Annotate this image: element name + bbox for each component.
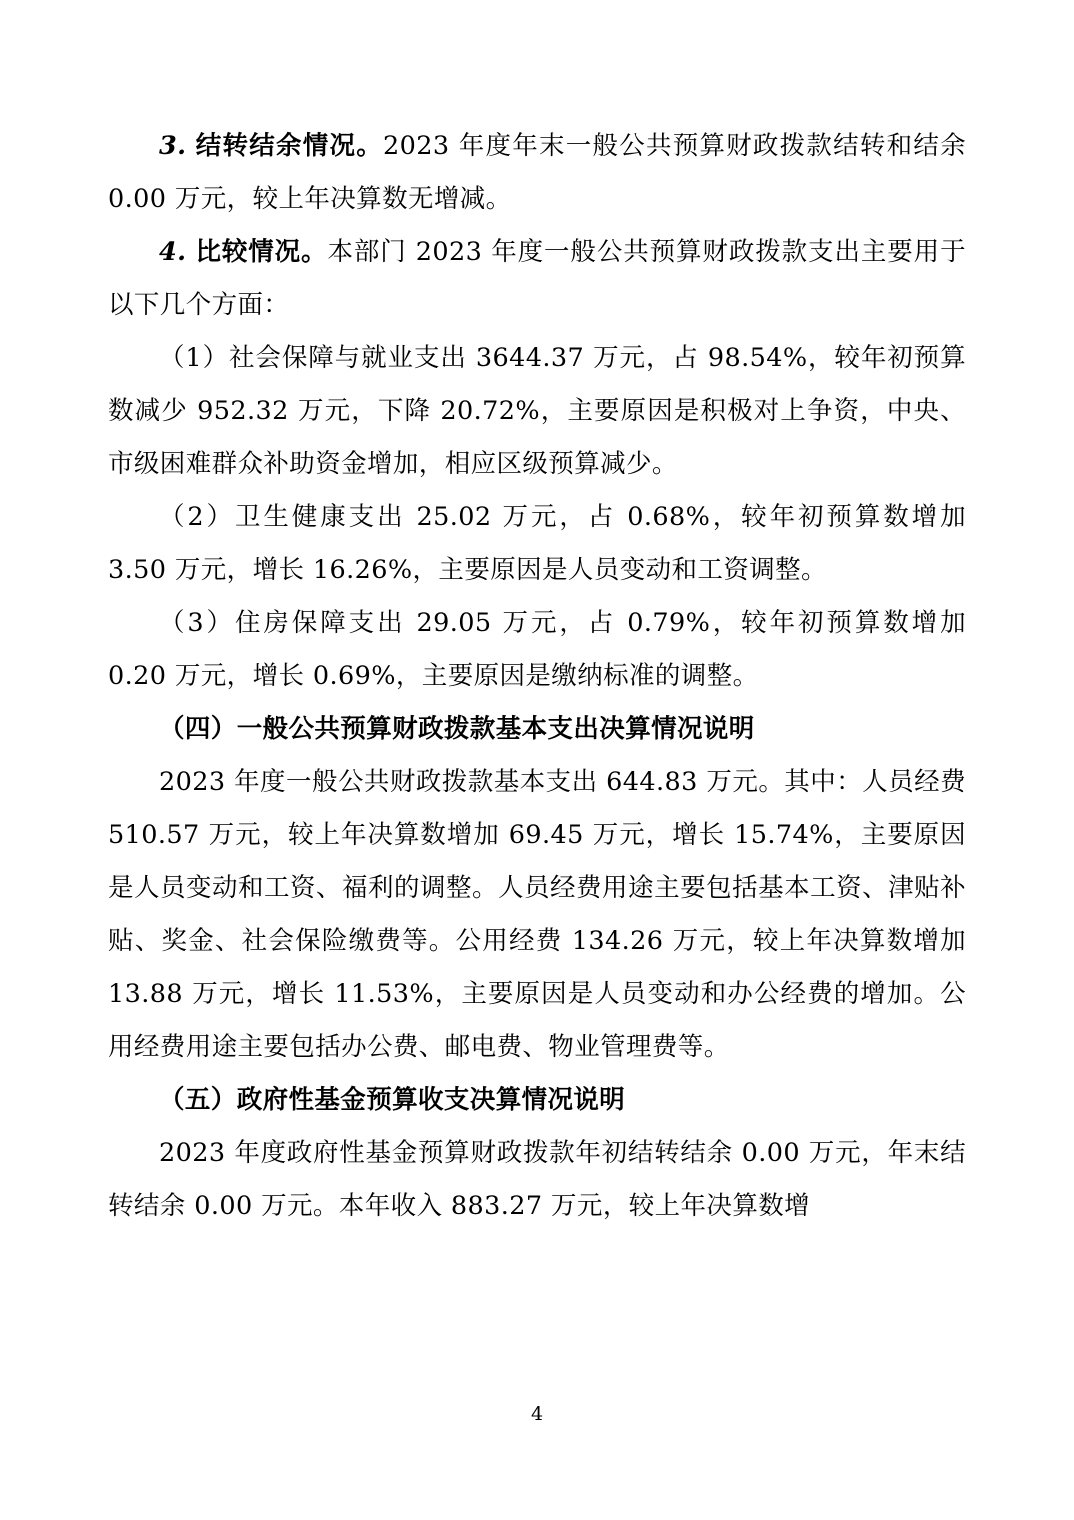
paragraph-item-3: （3）住房保障支出 29.05 万元，占 0.79%，较年初预算数增加 0.20 万元，增长 0.69%，主要原因是缴纳标准的调整。 <box>108 608 966 691</box>
paragraph-lead-label: 结转结余情况。 <box>195 131 383 161</box>
paragraph-comparison <box>108 226 966 332</box>
paragraph-carryover <box>108 120 966 226</box>
paragraph-number: 4. <box>159 237 187 267</box>
page-number: 4 <box>530 1403 544 1425</box>
section-heading-five: （五）政府性基金预算收支决算情况说明 <box>159 1085 626 1115</box>
paragraph-text: 本部门 2023 年度一般公共预算财政拨款支出主要用于以下几个方面： <box>108 237 966 320</box>
document-body <box>108 120 966 1233</box>
section-four-body: 2023 年度一般公共财政拨款基本支出 644.83 万元。其中：人员经费 510.57 万元，较上年决算数增加 69.45 万元，增长 15.74%，主要原因是人员变动和工资、福利的调整。人员经费用途主要包括基本工资、津贴补贴、奖金、社会保险缴费等。公用经费 134.26 万元，较上年决算数增加 13.88 万元，增长 11.53%，主要原因是人员变动和办公经费的增加。公用经费用途主要包括办公费、邮电费、物业管理费等。 <box>108 767 966 1062</box>
paragraph-item-2: （2）卫生健康支出 25.02 万元，占 0.68%，较年初预算数增加 3.50 万元，增长 16.26%，主要原因是人员变动和工资调整。 <box>108 502 966 585</box>
section-five-body: 2023 年度政府性基金预算财政拨款年初结转结余 0.00 万元，年末结转结余 0.00 万元。本年收入 883.27 万元，较上年决算数增 <box>108 1138 966 1221</box>
paragraph-lead-label: 比较情况。 <box>195 237 328 267</box>
section-heading-four: （四）一般公共预算财政拨款基本支出决算情况说明 <box>159 714 755 744</box>
paragraph-text: 2023 年度年末一般公共预算财政拨款结转和结余 0.00 万元，较上年决算数无增减。 <box>108 131 966 214</box>
paragraph-number: 3. <box>159 131 187 161</box>
paragraph-item-1: （1）社会保障与就业支出 3644.37 万元，占 98.54%，较年初预算数减少 952.32 万元，下降 20.72%，主要原因是积极对上争资，中央、市级困难群众补助资金增加，相应区级预算减少。 <box>108 343 966 479</box>
